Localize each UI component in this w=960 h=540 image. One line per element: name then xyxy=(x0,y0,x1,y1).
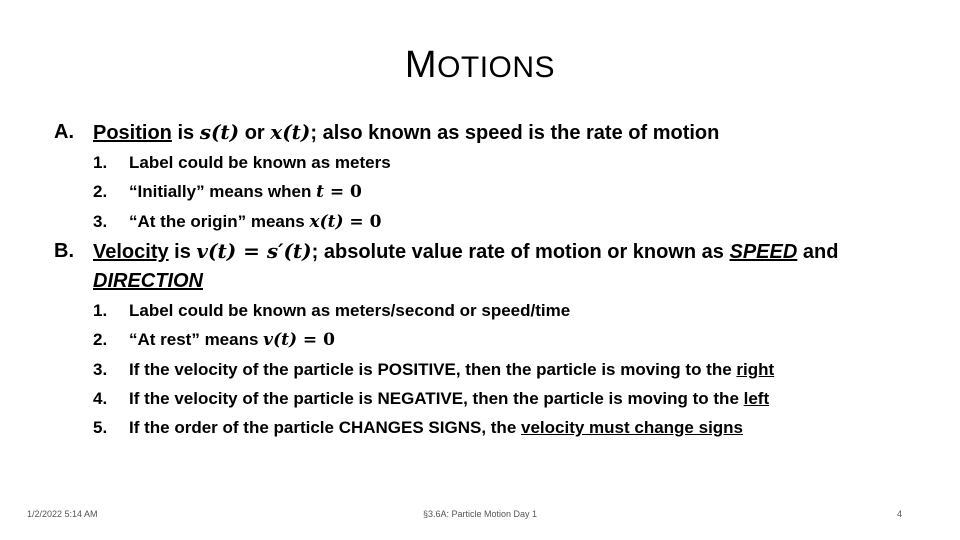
section-a-item-1: 1. Label could be known as meters xyxy=(93,153,391,172)
section-a-item-3: 3. “At the origin” means x(t) = 0 xyxy=(93,212,382,232)
section-b-item-1: 1. Label could be known as meters/second or speed/time xyxy=(93,301,571,320)
slide-content xyxy=(54,118,914,442)
math-x-of-t: x(t) xyxy=(270,120,311,144)
section-b-item-5: 5. If the order of the particle CHANGES SIGNS, the velocity must change signs xyxy=(93,418,744,437)
speed-term: SPEED xyxy=(729,241,798,263)
direction-term: DIRECTION xyxy=(93,270,203,292)
math-s-of-t: s(t) xyxy=(199,120,240,144)
section-a-heading: A. Position is s(t) or x(t); also known as speed is the rate of motion xyxy=(54,120,720,144)
math-v-of-t: v(t) xyxy=(196,239,237,263)
section-b-item-2: 2. “At rest” means v(t) = 0 xyxy=(93,330,335,350)
footer-title: §3.6A: Particle Motion Day 1 xyxy=(422,509,538,519)
section-b-item-4: 4. If the velocity of the particle is NEGATIVE, then the particle is moving to the left xyxy=(93,389,770,408)
footer-page-number: 4 xyxy=(897,509,903,519)
velocity-term: Velocity xyxy=(93,241,169,263)
position-term: Position xyxy=(93,122,172,144)
section-b-item-3: 3. If the velocity of the particle is POSITIVE, then the particle is moving to the right xyxy=(93,360,775,379)
section-a-item-2: 2. “Initially” means when t = 0 xyxy=(93,182,362,202)
math-s-prime-of-t: s′(t) xyxy=(266,239,312,263)
slide-title: MOTIONS xyxy=(404,44,556,86)
section-b-heading: B. Velocity is v(t) = s′(t); absolute value rate of motion or known as SPEED and DIRECTION xyxy=(54,239,839,292)
footer-date: 1/2/2022 5:14 AM xyxy=(27,509,98,519)
